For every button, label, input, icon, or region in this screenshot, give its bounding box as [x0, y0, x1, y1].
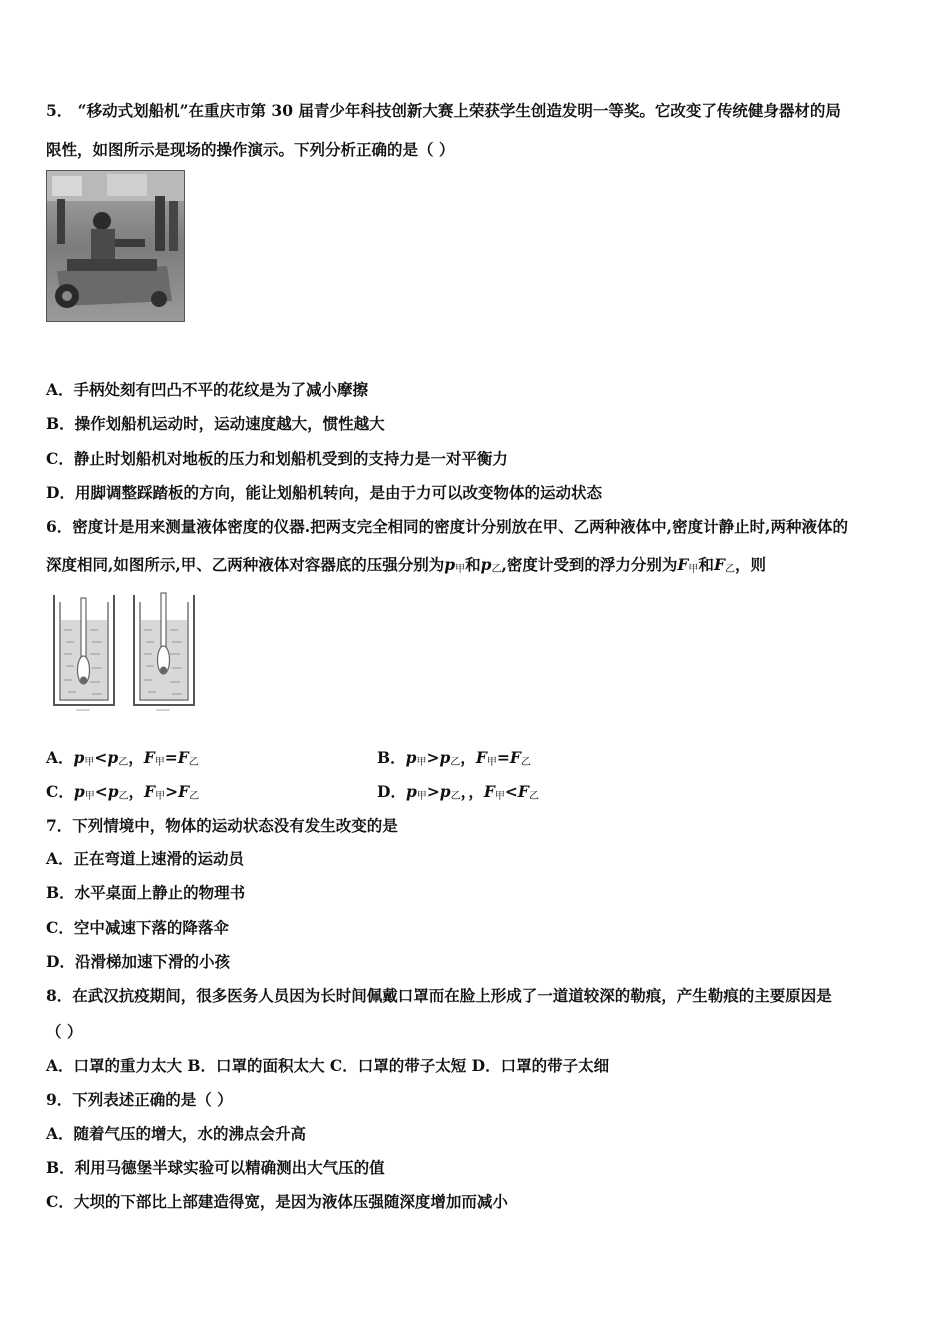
- q5-option-c: C．静止时划船机对地板的压力和划船机受到的支持力是一对平衡力: [46, 449, 508, 468]
- q6-option-d: D．$p_甲>p_乙$，，$F_甲<F_乙$: [377, 782, 539, 802]
- rowing-machine-photo: [46, 170, 185, 322]
- q9-stem: 9．下列表述正确的是（ ）: [46, 1090, 233, 1109]
- q9-option-c: C．大坝的下部比上部建造得宽，是因为液体压强随深度增加而减小: [46, 1192, 508, 1211]
- q5-option-a: A．手柄处刻有凹凸不平的花纹是为了减小摩擦: [46, 380, 369, 399]
- q7-option-b: B．水平桌面上静止的物理书: [46, 883, 246, 902]
- container-yi: [134, 593, 194, 710]
- q6-stem-line1: 6．密度计是用来测量液体密度的仪器.把两支完全相同的密度计分别放在甲、乙两种液体中,密度计静止时,两种液体的: [46, 517, 848, 536]
- q5-stem-line2: 限性，如图所示是现场的操作演示。下列分析正确的是（ ）: [46, 140, 455, 159]
- q9-option-b: B．利用马德堡半球实验可以精确测出大气压的值: [46, 1158, 385, 1177]
- q5-option-b: B．操作划船机运动时，运动速度越大，惯性越大: [46, 414, 385, 433]
- q5-stem-line1: 5． “移动式划船机”在重庆市第 30 届青少年科技创新大赛上荣获学生创造发明一等奖。它改变了传统健身器材的局: [46, 101, 841, 120]
- q6-stem-line2: 深度相同,如图所示,甲、乙两种液体对容器底的压强分别为$p_甲$和$p_乙$,密度计受到的浮力分别为$F_甲$和$F_乙$，则: [46, 555, 766, 575]
- q5-option-d: D．用脚调整踩踏板的方向，能让划船机转向，是由于力可以改变物体的运动状态: [46, 483, 602, 502]
- q6-option-c: C．$p_甲<p_乙$，$F_甲>F_乙$: [46, 782, 200, 802]
- q7-stem: 7．下列情境中，物体的运动状态没有发生改变的是: [46, 816, 398, 835]
- q6-option-a: A．$p_甲<p_乙$，$F_甲=F_乙$: [46, 748, 199, 768]
- container-jia: [54, 595, 114, 710]
- q6-option-b: B．$p_甲>p_乙$，$F_甲=F_乙$: [377, 748, 531, 768]
- q8-stem-line1: 8．在武汉抗疫期间，很多医务人员因为长时间佩戴口罩而在脸上形成了一道道较深的勒痕，产生勒痕的主要原因是: [46, 986, 832, 1005]
- q7-option-d: D．沿滑梯加速下滑的小孩: [46, 952, 230, 971]
- q9-option-a: A．随着气压的增大，水的沸点会升高: [46, 1124, 307, 1143]
- q7-option-c: C．空中减速下落的降落伞: [46, 918, 229, 937]
- q8-stem-line2: （ ）: [46, 1022, 83, 1041]
- hydrometer-containers-figure: [46, 590, 206, 719]
- q8-options: A．口罩的重力太大 B．口罩的面积太大 C．口罩的带子太短 D．口罩的带子太细: [46, 1056, 610, 1075]
- q7-option-a: A．正在弯道上速滑的运动员: [46, 849, 245, 868]
